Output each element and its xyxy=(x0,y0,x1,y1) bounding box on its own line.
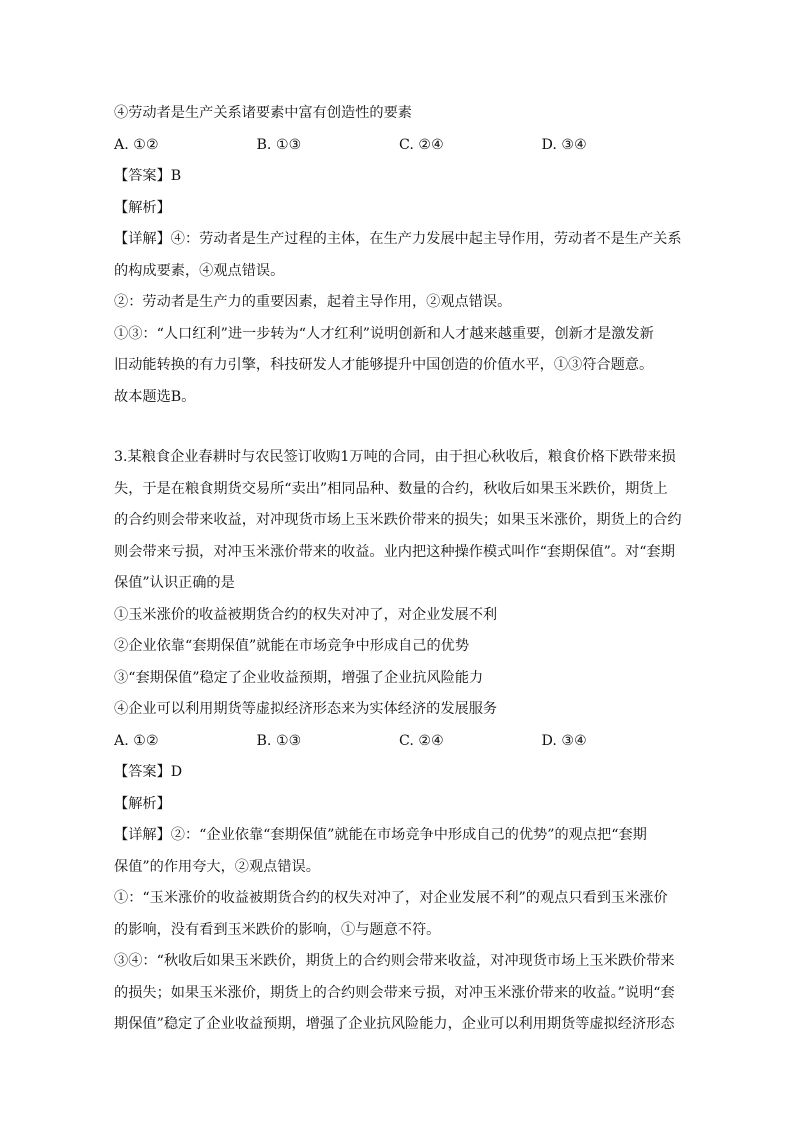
q2-detail-line: ②：劳动者是生产力的重要因素，起着主导作用，②观点错误。 xyxy=(114,294,512,310)
q2-options xyxy=(114,130,684,162)
q2-answer: 【答案】B xyxy=(114,168,182,184)
q3-statement-4: ④企业可以利用期货等虚拟经济形态来为实体经济的发展服务 xyxy=(114,701,498,717)
q3-option-b: B. ①③ xyxy=(256,732,302,749)
q2-option-a: A. ①② xyxy=(114,136,159,153)
q2-detail-line: 的构成要素，④观点错误。 xyxy=(114,262,285,279)
q2-detail-line: 故本题选B。 xyxy=(114,388,196,405)
q3-stem-line: 3.某粮食企业春耕时与农民签订收购1万吨的合同，由于担心秋收后，粮食价格下跌带来损 xyxy=(114,449,676,465)
q2-statement-4: ④劳动者是生产关系诸要素中富有创造性的要素 xyxy=(114,105,412,121)
q3-detail-line: 期保值”稳定了企业收益预期，增强了企业抗风险能力，企业可以利用期货等虚拟经济形态 xyxy=(114,1016,675,1032)
q3-option-d: D. ③④ xyxy=(541,732,587,749)
q2-option-c: C. ②④ xyxy=(399,136,444,153)
document-page xyxy=(114,98,684,1041)
q2-detail-line: 【详解】④：劳动者是生产过程的主体，在生产力发展中起主导作用，劳动者不是生产关系 xyxy=(114,231,682,247)
q3-stem-line: 失，于是在粮食期货交易所“卖出”相同品种、数量的合约，秋收后如果玉米跌价，期货上 xyxy=(114,480,668,497)
q3-statement-1: ①玉米涨价的收益被期货合约的权失对冲了，对企业发展不利 xyxy=(114,606,498,623)
q3-detail-line: ①：“玉米涨价的收益被期货合约的权失对冲了，对企业发展不利”的观点只看到玉米涨价 xyxy=(114,890,668,906)
q2-analysis-title: 【解析】 xyxy=(114,199,171,216)
q3-answer: 【答案】D xyxy=(114,764,183,780)
q3-stem-line: 的合约则会带来收益，对冲现货市场上玉米跌价带来的损失；如果玉米涨价，期货上的合约 xyxy=(114,512,682,528)
q2-option-d: D. ③④ xyxy=(541,136,587,153)
q3-detail-line: ③④：“秋收后如果玉米跌价，期货上的合约则会带来收益，对冲现货市场上玉米跌价带来 xyxy=(114,953,675,969)
q3-detail-line: 保值”的作用夸大，②观点错误。 xyxy=(114,858,320,875)
q3-detail-line: 【详解】②：“企业依靠“套期保值”就能在市场竞争中形成自己的优势”的观点把“套期 xyxy=(114,827,647,843)
q3-detail-line: 的损失；如果玉米涨价，期货上的合约则会带来亏损，对冲玉米涨价带来的收益。”说明“套 xyxy=(114,984,675,1001)
q3-statement-2: ②企业依靠“套期保值”就能在市场竞争中形成自己的优势 xyxy=(114,638,470,654)
question-gap xyxy=(114,413,684,442)
q3-statement-3: ③“套期保值”稳定了企业收益预期，增强了企业抗风险能力 xyxy=(114,669,484,686)
q2-detail-line: 旧动能转换的有力引擎，科技研发人才能够提升中国创造的价值水平，①③符合题意。 xyxy=(114,357,654,373)
q2-detail-line: ①③：“人口红利”进一步转为“人才红利”说明创新和人才越来越重要，创新才是激发新 xyxy=(114,325,654,342)
q3-detail-line: 的影响，没有看到玉米跌价的影响，①与题意不符。 xyxy=(114,921,441,938)
q3-options xyxy=(114,726,684,758)
q3-option-c: C. ②④ xyxy=(399,732,444,749)
q2-option-b: B. ①③ xyxy=(256,136,302,153)
q3-stem-line: 保值”认识正确的是 xyxy=(114,575,235,591)
q3-option-a: A. ①② xyxy=(114,732,159,749)
q3-analysis-title: 【解析】 xyxy=(114,795,171,812)
q3-stem-line: 则会带来亏损，对冲玉米涨价带来的收益。业内把这种操作模式叫作“套期保值”。对“套期 xyxy=(114,543,675,560)
